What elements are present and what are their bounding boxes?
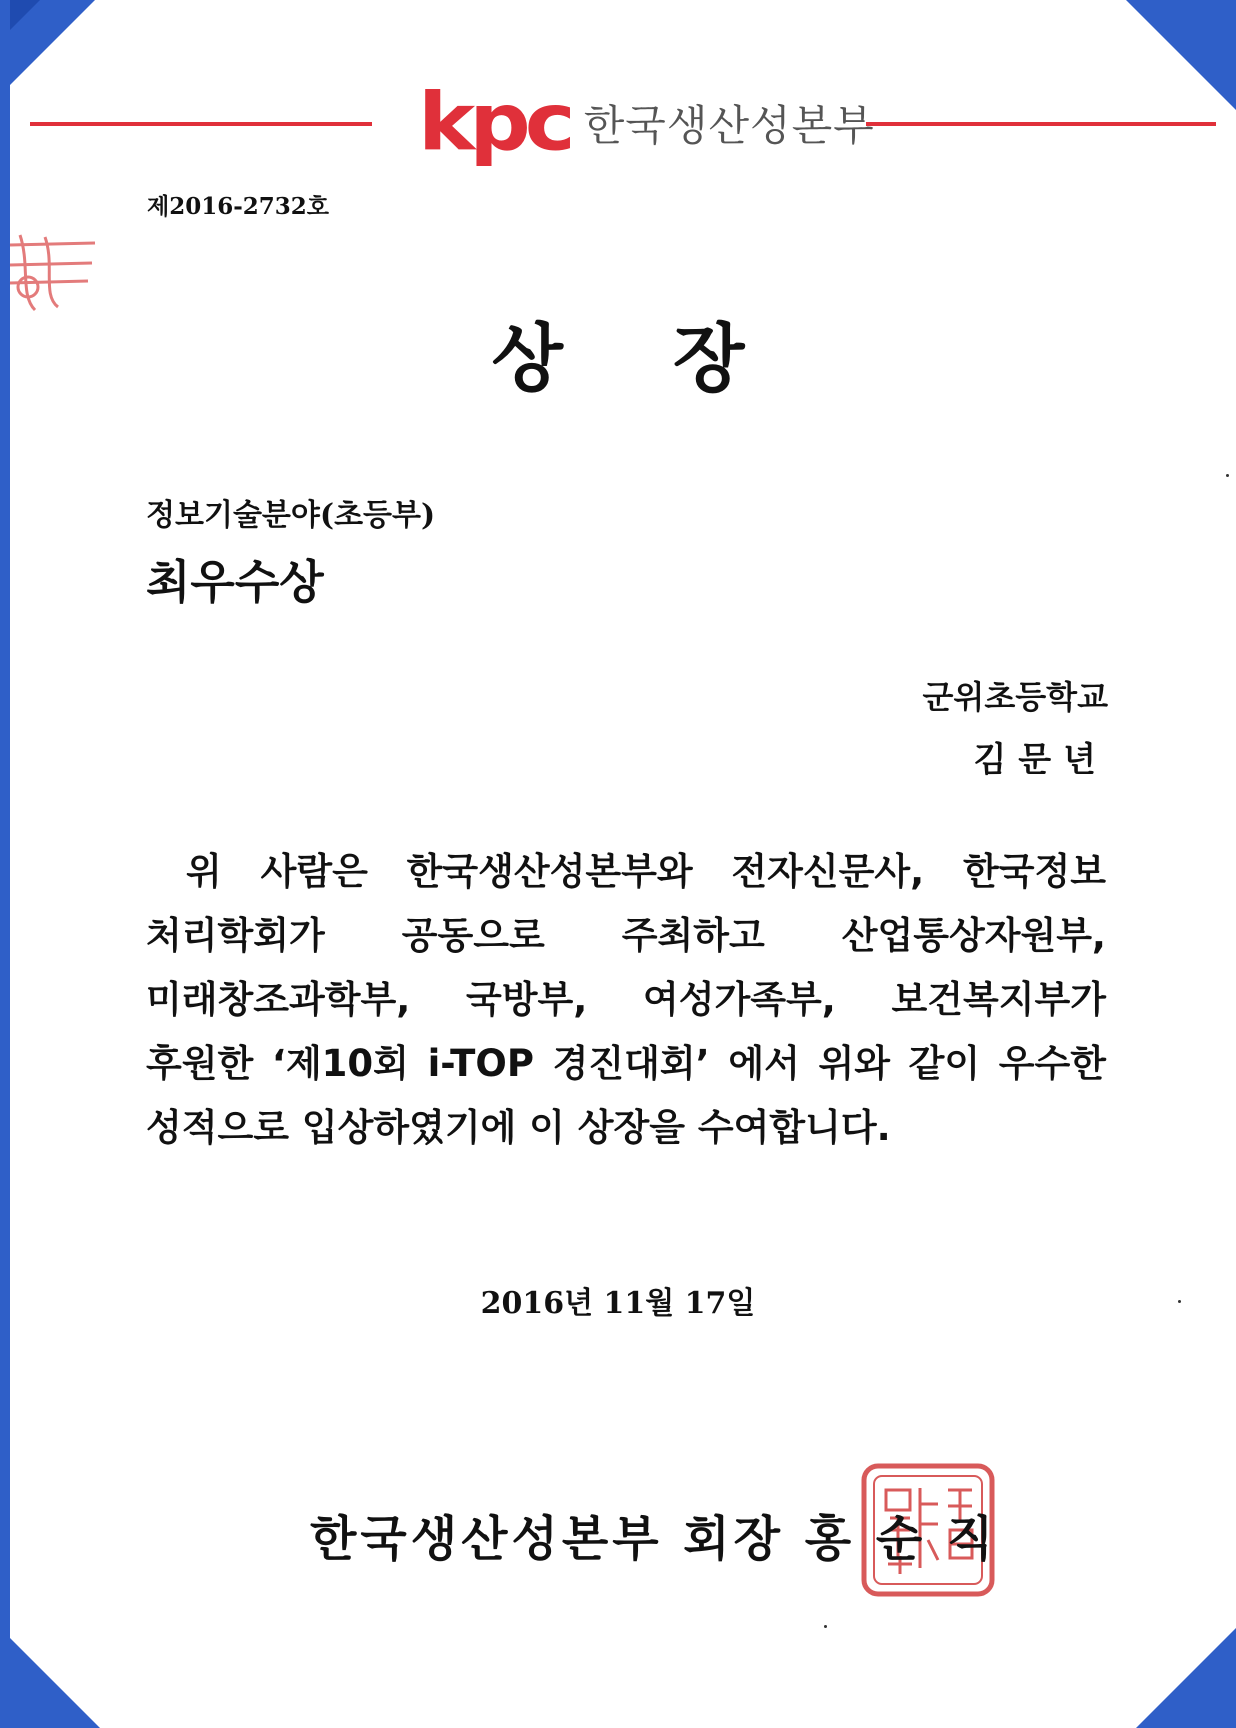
document-number: 제2016-2732호 xyxy=(147,193,330,220)
award-name: 최우수상 xyxy=(146,555,324,609)
award-field: 정보기술분야(초등부) xyxy=(146,498,436,533)
award-date: 2016년 11월 17일 xyxy=(480,1286,756,1321)
scan-speck xyxy=(824,1625,827,1628)
recipient-name: 김문년 xyxy=(973,740,1108,780)
scan-speck xyxy=(1178,1300,1181,1303)
header-rule-left xyxy=(30,122,372,126)
scan-speck xyxy=(1226,474,1229,477)
kpc-logo xyxy=(418,78,875,168)
frame-corner-bottom-right xyxy=(1106,1598,1236,1728)
frame-corner-bottom-left xyxy=(0,1598,130,1728)
citation-line: 후원한 ‘제10회 i-TOP 경진대회’ 에서 위와 같이 우수한 xyxy=(146,1042,1106,1085)
signatory: 한국생산성본부 회장 홍 순 직 xyxy=(310,1511,998,1567)
certificate-title: 상장 xyxy=(491,316,855,402)
frame-corner-top-right xyxy=(1106,0,1236,130)
citation-line: 위 사람은 한국생산성본부와 전자신문사, 한국정보 xyxy=(186,850,1106,893)
citation-text xyxy=(146,840,1106,1160)
logo-organization: 한국생산성본부 xyxy=(583,101,875,150)
citation-line: 성적으로 입상하였기에 이 상장을 수여합니다. xyxy=(146,1106,891,1149)
logo-word: kpc xyxy=(418,77,570,169)
citation-line: 처리학회가 공동으로 주최하고 산업통상자원부, xyxy=(146,914,1106,957)
citation-line: 미래창조과학부, 국방부, 여성가족부, 보건복지부가 xyxy=(146,978,1106,1021)
header-rule-right xyxy=(866,122,1216,126)
recipient-school: 군위초등학교 xyxy=(922,678,1108,716)
frame-corner-top-left xyxy=(0,0,130,130)
